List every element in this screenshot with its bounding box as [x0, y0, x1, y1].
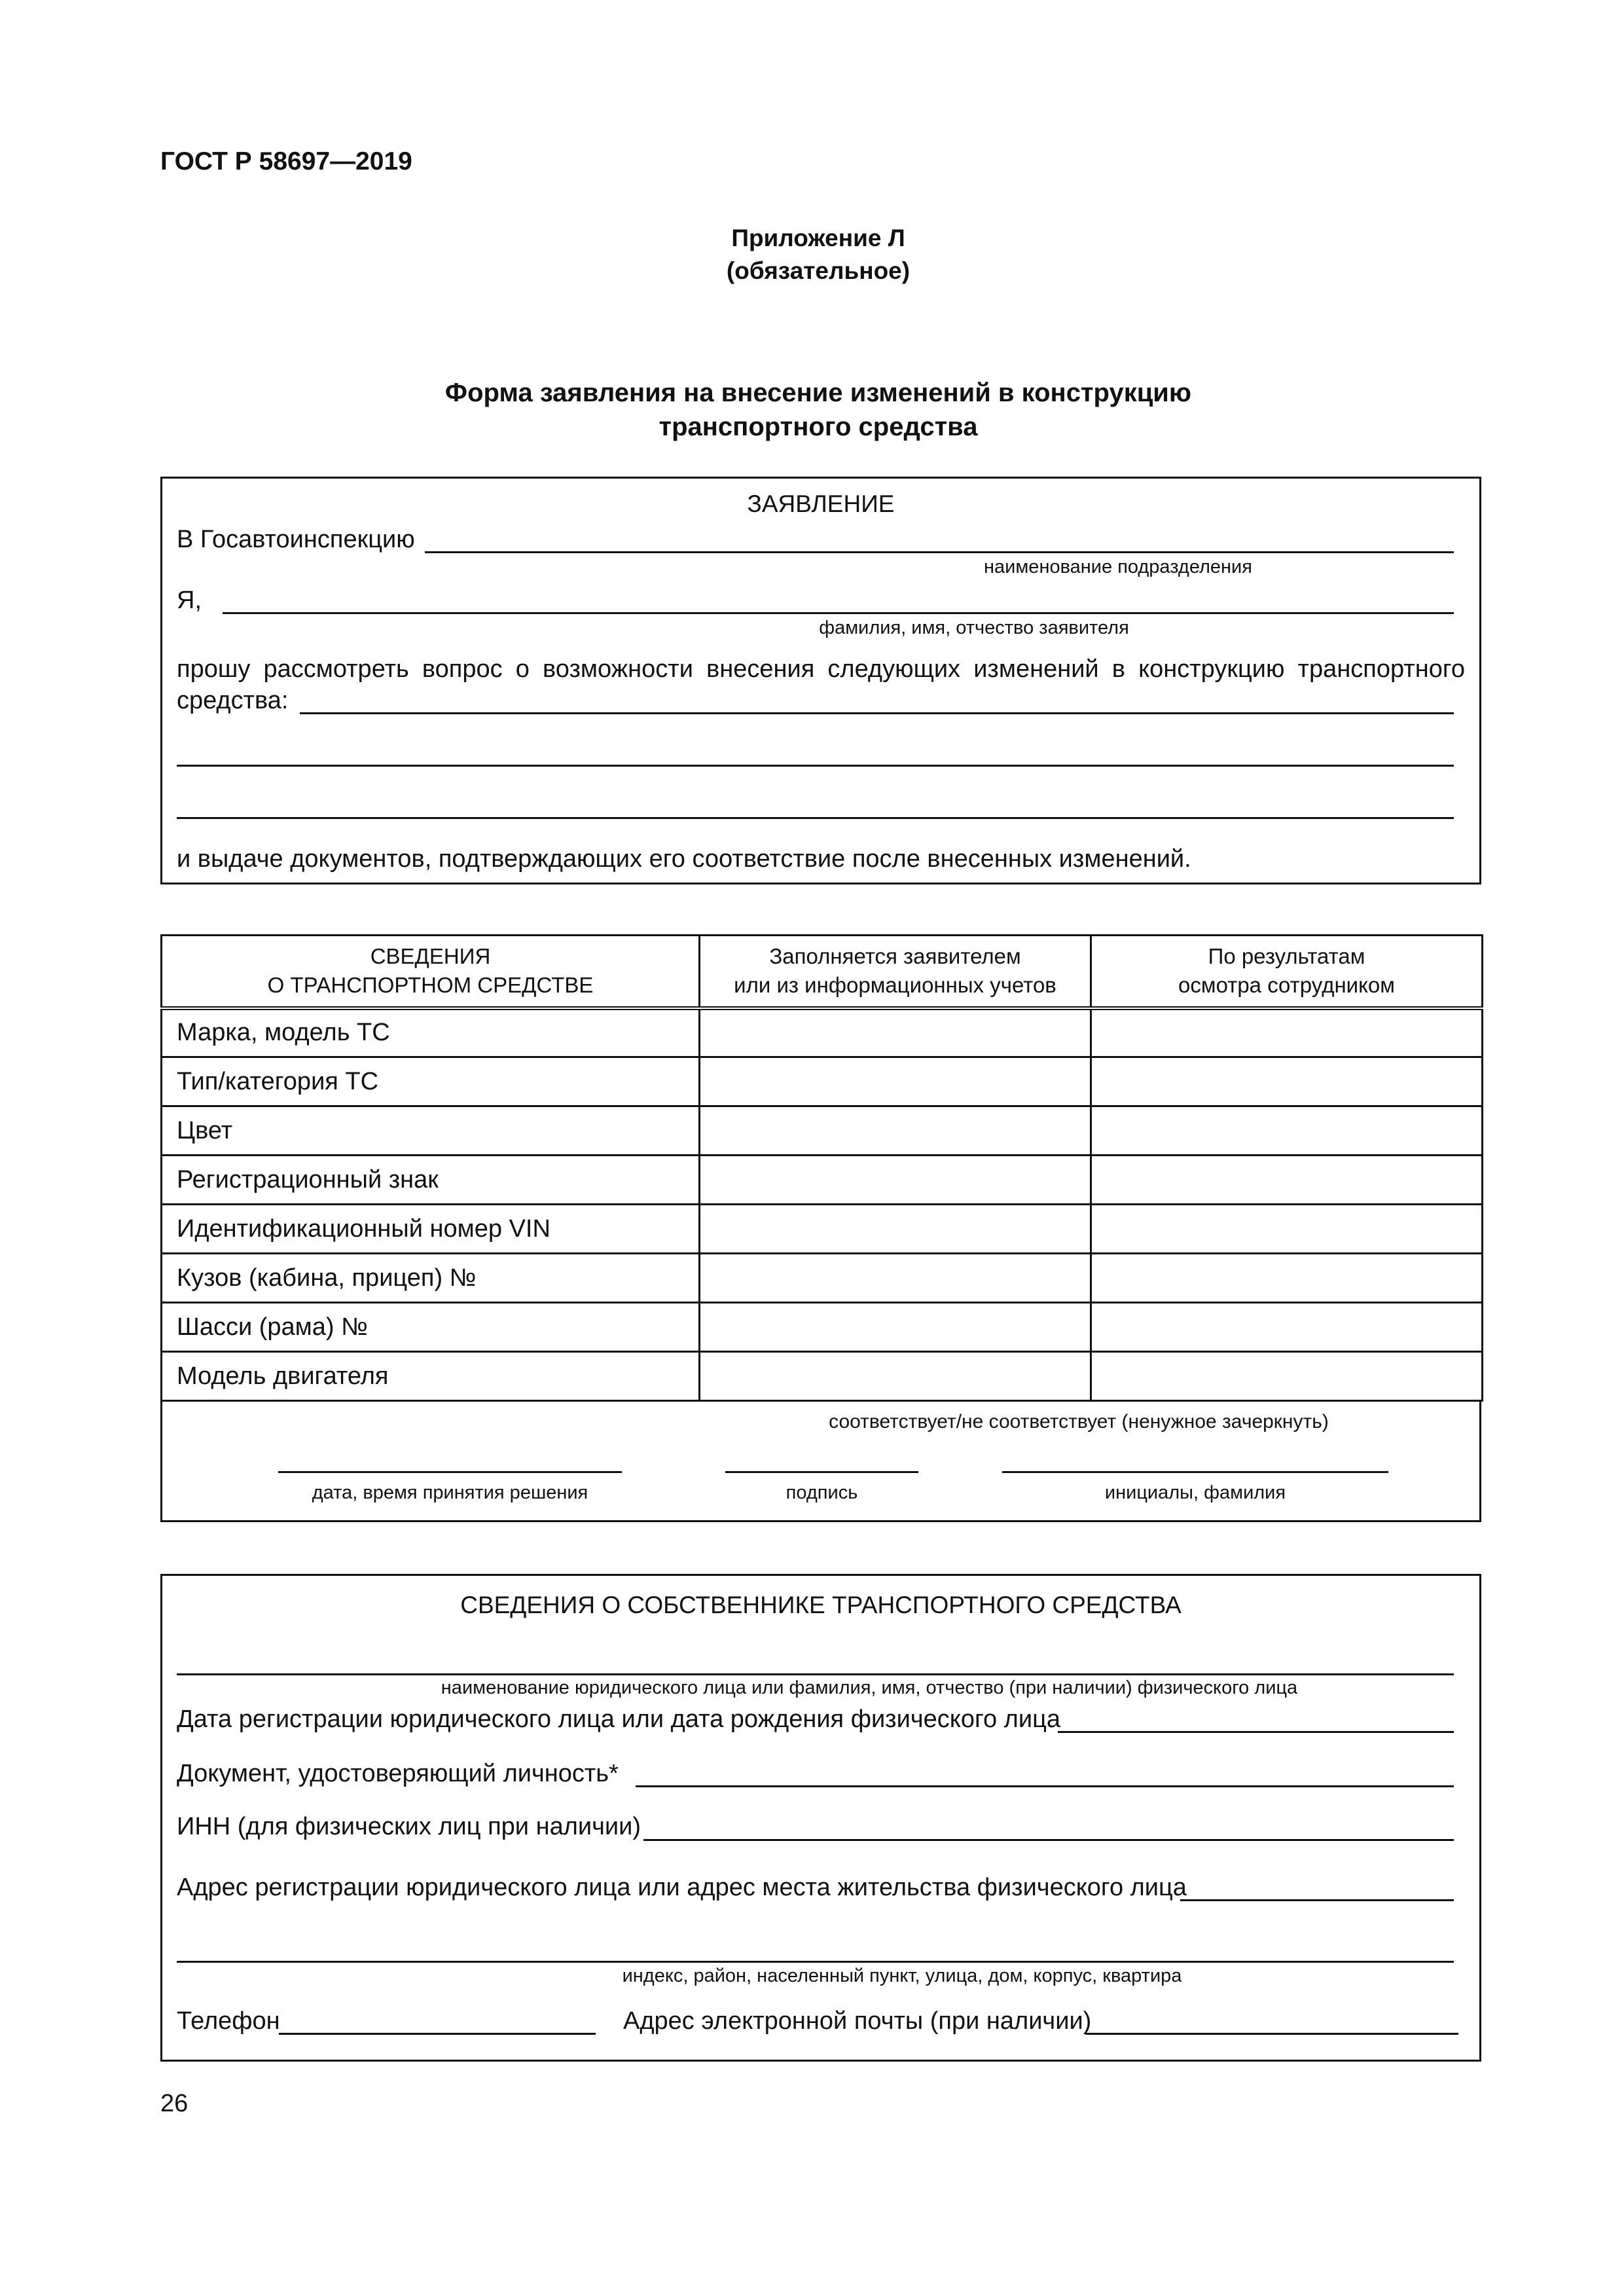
column-header-vehicle-info — [162, 936, 700, 1008]
applicant-cell[interactable] — [700, 1254, 1091, 1303]
row-label: Регистрационный знак — [162, 1156, 700, 1205]
application-section — [160, 477, 1481, 884]
column-header-inspection — [1091, 936, 1483, 1008]
email-label: Адрес электронной почты (при наличии) — [623, 2007, 1092, 2035]
inspector-cell[interactable] — [1091, 1057, 1483, 1106]
appendix-title: Приложение Л — [731, 225, 905, 251]
verdict-text: соответствует/не соответствует (ненужное зачеркнуть) — [829, 1411, 1329, 1432]
id-doc-label: Документ, удостоверяющий личность* — [177, 1760, 619, 1787]
applicant-cell[interactable] — [700, 1106, 1091, 1156]
form-title: Форма заявления на внесение изменений в конструкцию — [444, 378, 1192, 407]
document-code: ГОСТ Р 58697—2019 — [160, 147, 412, 175]
table-row — [162, 1008, 1483, 1057]
application-heading: ЗАЯВЛЕНИЕ — [747, 490, 895, 517]
table-row — [162, 1303, 1483, 1352]
inspector-cell[interactable] — [1091, 1205, 1483, 1254]
applicant-name-field[interactable] — [223, 612, 1454, 614]
row-label: Идентификационный номер VIN — [162, 1205, 700, 1254]
appendix-status: (обязательное) — [726, 257, 911, 284]
decision-date-caption: дата, время принятия решения — [312, 1482, 588, 1503]
address-field-2[interactable] — [177, 1961, 1454, 1963]
phone-label: Телефон — [177, 2007, 280, 2035]
table-row — [162, 1106, 1483, 1156]
id-doc-field[interactable] — [636, 1785, 1454, 1787]
owner-name-caption: наименование юридического лица или фамилия, имя, отчество (при наличии) физического лица — [441, 1677, 1298, 1698]
i-label: Я, — [177, 587, 202, 614]
phone-field[interactable] — [279, 2033, 596, 2035]
changes-field-2[interactable] — [177, 765, 1454, 767]
row-label: Модель двигателя — [162, 1352, 700, 1401]
row-label: Кузов (кабина, прицеп) № — [162, 1254, 700, 1303]
inspector-cell[interactable] — [1091, 1106, 1483, 1156]
applicant-cell[interactable] — [700, 1008, 1091, 1057]
to-field[interactable] — [425, 551, 1454, 553]
to-caption: наименование подразделения — [984, 556, 1252, 577]
inn-field[interactable] — [643, 1839, 1454, 1841]
to-label: В Госавтоинспекцию — [177, 526, 415, 553]
decision-date-field[interactable] — [278, 1471, 622, 1473]
applicant-cell[interactable] — [700, 1303, 1091, 1352]
owner-heading: СВЕДЕНИЯ О СОБСТВЕННИКЕ ТРАНСПОРТНОГО СРЕДСТВА — [460, 1592, 1182, 1618]
applicant-cell[interactable] — [700, 1352, 1091, 1401]
inspector-cell[interactable] — [1091, 1156, 1483, 1205]
vehicle-info-table — [160, 934, 1483, 1402]
row-label: Цвет — [162, 1106, 700, 1156]
header-line: О ТРАНСПОРТНОМ СРЕДСТВЕ — [267, 973, 594, 998]
table-row — [162, 1352, 1483, 1401]
inspector-cell[interactable] — [1091, 1352, 1483, 1401]
header-line: или из информационных учетов — [734, 973, 1056, 998]
row-label: Тип/категория ТС — [162, 1057, 700, 1106]
inspector-name-field[interactable] — [1002, 1471, 1388, 1473]
changes-field-1[interactable] — [300, 712, 1454, 714]
inspector-name-caption: инициалы, фамилия — [1104, 1482, 1286, 1503]
closing-text: и выдаче документов, подтверждающих его соответствие после внесенных изменений. — [177, 845, 1191, 873]
request-text: прошу рассмотреть вопрос о возможности внесения следующих изменений в конструкцию транспортного — [177, 655, 1465, 683]
table-header-row — [162, 936, 1483, 1008]
inspector-cell[interactable] — [1091, 1254, 1483, 1303]
page-number: 26 — [160, 2090, 189, 2117]
address-field[interactable] — [1180, 1899, 1454, 1901]
address-caption: индекс, район, населенный пункт, улица, дом, корпус, квартира — [622, 1965, 1182, 1986]
owner-name-field[interactable] — [177, 1673, 1454, 1675]
date-label: Дата регистрации юридического лица или дата рождения физического лица — [177, 1705, 1060, 1733]
signature-caption: подпись — [785, 1482, 858, 1503]
request-text-line2: средства: — [177, 687, 289, 714]
table-row — [162, 1057, 1483, 1106]
table-row — [162, 1156, 1483, 1205]
applicant-caption: фамилия, имя, отчество заявителя — [819, 617, 1129, 638]
row-label: Шасси (рама) № — [162, 1303, 700, 1352]
header-line: осмотра сотрудником — [1178, 973, 1395, 998]
applicant-cell[interactable] — [700, 1205, 1091, 1254]
date-field[interactable] — [1058, 1731, 1454, 1733]
applicant-cell[interactable] — [700, 1057, 1091, 1106]
verdict-section — [160, 1402, 1481, 1522]
header-line: По результатам — [1208, 944, 1365, 969]
applicant-cell[interactable] — [700, 1156, 1091, 1205]
header-line: СВЕДЕНИЯ — [370, 944, 491, 969]
table-row — [162, 1254, 1483, 1303]
row-label: Марка, модель ТС — [162, 1008, 700, 1057]
owner-section — [160, 1574, 1481, 2062]
signature-field[interactable] — [725, 1471, 918, 1473]
form-title-line2: транспортного средства — [659, 412, 978, 441]
column-header-applicant — [700, 936, 1091, 1008]
inn-label: ИНН (для физических лиц при наличии) — [177, 1813, 641, 1840]
changes-field-3[interactable] — [177, 817, 1454, 819]
inspector-cell[interactable] — [1091, 1303, 1483, 1352]
table-row — [162, 1205, 1483, 1254]
email-field[interactable] — [1085, 2033, 1458, 2035]
header-line: Заполняется заявителем — [769, 944, 1021, 969]
address-label: Адрес регистрации юридического лица или адрес места жительства физического лица — [177, 1874, 1187, 1901]
inspector-cell[interactable] — [1091, 1008, 1483, 1057]
